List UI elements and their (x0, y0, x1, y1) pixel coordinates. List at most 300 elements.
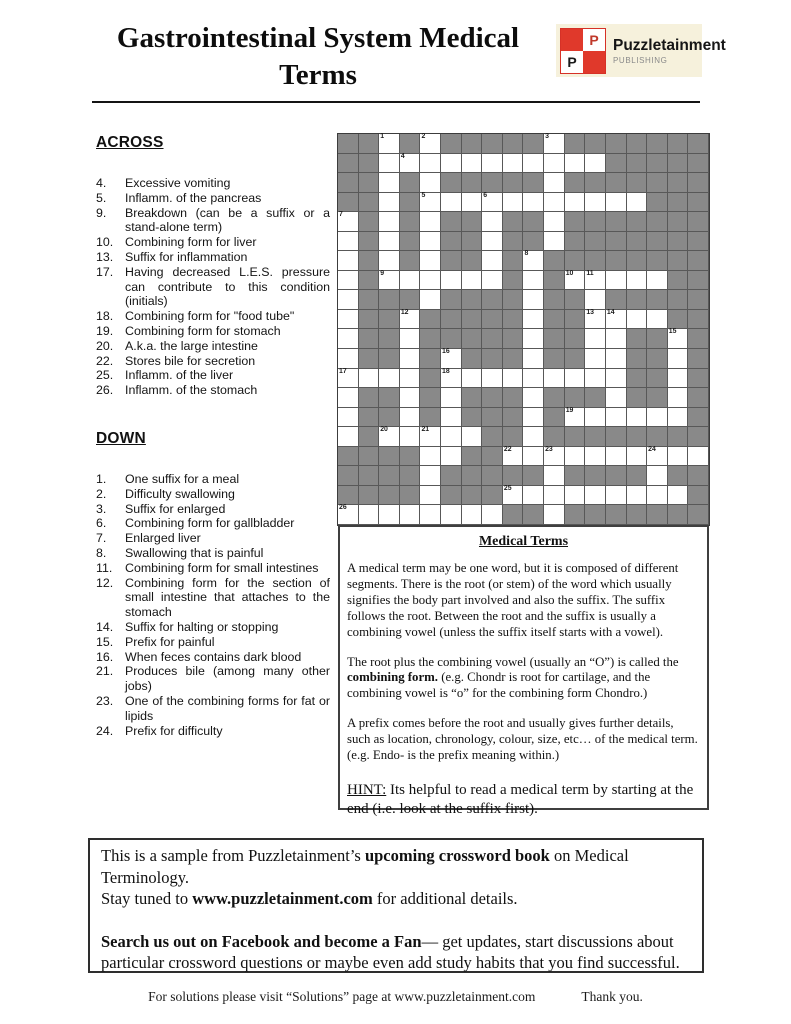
grid-cell[interactable] (462, 271, 483, 291)
text-segment: for additional details. (372, 889, 518, 908)
text-segment: (e.g. Chondr is root for cartilage, and the combining vowel is “o” for the combining form Chondro.) (347, 670, 651, 701)
clue-number: 15. (96, 634, 114, 649)
logo-checker-icon (560, 28, 606, 74)
grid-cell-block (668, 290, 689, 310)
grid-cell[interactable] (606, 349, 627, 369)
grid-cell[interactable] (482, 505, 503, 525)
grid-cell-number: 13 (586, 308, 594, 316)
crossword-grid (337, 133, 710, 526)
grid-cell-block (441, 486, 462, 506)
grid-cell[interactable] (441, 349, 462, 369)
grid-cell[interactable] (420, 290, 441, 310)
grid-cell-block (565, 290, 586, 310)
grid-cell-block (627, 349, 648, 369)
grid-cell[interactable] (627, 271, 648, 291)
grid-cell-block (441, 310, 462, 330)
footer-solutions-note: For solutions please visit “Solutions” page at www.puzzletainment.com (148, 989, 536, 1004)
grid-cell[interactable] (379, 505, 400, 525)
clue-number: 24. (96, 723, 114, 738)
grid-cell[interactable] (523, 427, 544, 447)
grid-cell[interactable] (627, 408, 648, 428)
grid-cell[interactable] (379, 154, 400, 174)
grid-cell[interactable] (606, 408, 627, 428)
grid-cell[interactable] (544, 447, 565, 467)
clue-text: Combining form for "food tube" (125, 309, 295, 324)
grid-cell[interactable] (379, 271, 400, 291)
grid-cell-block (627, 466, 648, 486)
clue-text: Produces bile (among many other jobs) (125, 664, 330, 694)
grid-cell-block (585, 134, 606, 154)
grid-cell[interactable] (565, 369, 586, 389)
grid-cell-block (420, 349, 441, 369)
grid-cell[interactable] (338, 427, 359, 447)
grid-cell-block (503, 310, 524, 330)
grid-cell[interactable] (338, 251, 359, 271)
grid-cell[interactable] (668, 369, 689, 389)
grid-cell[interactable] (523, 408, 544, 428)
grid-cell-block (565, 349, 586, 369)
grid-cell[interactable] (606, 271, 627, 291)
down-clue (96, 531, 330, 546)
clue-text: Combining form for stomach (125, 323, 281, 338)
grid-cell[interactable] (585, 329, 606, 349)
grid-cell[interactable] (544, 212, 565, 232)
grid-cell-block (400, 447, 421, 467)
grid-cell[interactable] (627, 193, 648, 213)
logo-letter-p: P (561, 51, 583, 73)
grid-cell[interactable] (462, 369, 483, 389)
grid-cell[interactable] (523, 329, 544, 349)
grid-cell[interactable] (462, 154, 483, 174)
grid-cell-block (400, 193, 421, 213)
grid-cell[interactable] (523, 251, 544, 271)
grid-cell[interactable] (565, 271, 586, 291)
grid-cell[interactable] (441, 427, 462, 447)
grid-cell[interactable] (420, 427, 441, 447)
grid-cell[interactable] (420, 193, 441, 213)
grid-cell[interactable] (420, 447, 441, 467)
grid-cell[interactable] (441, 369, 462, 389)
grid-cell[interactable] (668, 388, 689, 408)
grid-cell[interactable] (482, 369, 503, 389)
grid-cell-block (359, 193, 380, 213)
grid-cell[interactable] (338, 271, 359, 291)
grid-cell[interactable] (420, 212, 441, 232)
grid-cell-number: 22 (503, 445, 512, 453)
grid-cell[interactable] (441, 408, 462, 428)
logo-square-red (583, 51, 605, 73)
grid-cell[interactable] (585, 290, 606, 310)
grid-cell[interactable] (400, 310, 421, 330)
grid-cell[interactable] (565, 193, 586, 213)
grid-cell[interactable] (523, 271, 544, 291)
grid-cell[interactable] (544, 466, 565, 486)
down-clue (96, 516, 330, 531)
grid-cell[interactable] (420, 505, 441, 525)
grid-cell[interactable] (441, 154, 462, 174)
grid-cell[interactable] (482, 193, 503, 213)
grid-cell[interactable] (565, 408, 586, 428)
clue-number: 1. (96, 472, 107, 486)
grid-cell-block (688, 505, 709, 525)
grid-cell[interactable] (462, 505, 483, 525)
grid-cell-block (462, 466, 483, 486)
grid-cell-block (503, 134, 524, 154)
grid-cell[interactable] (400, 505, 421, 525)
grid-cell-block (688, 134, 709, 154)
grid-cell[interactable] (544, 486, 565, 506)
grid-cell-number: 25 (503, 484, 512, 492)
grid-cell[interactable] (379, 369, 400, 389)
grid-cell-block (606, 154, 627, 174)
clue-number: 20. (96, 338, 114, 353)
grid-cell-block (688, 388, 709, 408)
across-clue (96, 191, 330, 206)
grid-cell[interactable] (462, 427, 483, 447)
grid-cell[interactable] (379, 251, 400, 271)
grid-cell[interactable] (523, 349, 544, 369)
grid-cell[interactable] (523, 290, 544, 310)
title-divider (92, 101, 700, 103)
grid-cell[interactable] (544, 505, 565, 525)
grid-cell[interactable] (544, 232, 565, 252)
grid-cell-block (338, 447, 359, 467)
grid-cell[interactable] (400, 154, 421, 174)
grid-cell[interactable] (400, 329, 421, 349)
grid-cell[interactable] (400, 427, 421, 447)
grid-cell-block (585, 388, 606, 408)
grid-cell-block (482, 349, 503, 369)
grid-cell-number: 18 (442, 367, 450, 375)
grid-cell-block (523, 134, 544, 154)
grid-cell[interactable] (379, 134, 400, 154)
grid-cell[interactable] (606, 486, 627, 506)
grid-cell-block (647, 369, 668, 389)
across-clue (96, 354, 330, 369)
grid-cell[interactable] (338, 290, 359, 310)
grid-cell[interactable] (482, 271, 503, 291)
grid-cell[interactable] (441, 388, 462, 408)
grid-cell-block (647, 193, 668, 213)
grid-cell[interactable] (482, 212, 503, 232)
grid-cell[interactable] (420, 173, 441, 193)
grid-cell-block (503, 173, 524, 193)
down-clue (96, 635, 330, 650)
grid-cell-block (462, 329, 483, 349)
grid-cell[interactable] (379, 212, 400, 232)
grid-cell[interactable] (379, 193, 400, 213)
grid-cell[interactable] (503, 193, 524, 213)
grid-cell[interactable] (338, 505, 359, 525)
grid-cell-block (544, 427, 565, 447)
grid-cell[interactable] (338, 212, 359, 232)
grid-cell[interactable] (338, 232, 359, 252)
grid-cell-block (585, 251, 606, 271)
grid-cell[interactable] (668, 349, 689, 369)
grid-cell-block (503, 290, 524, 310)
grid-cell[interactable] (585, 310, 606, 330)
grid-cell[interactable] (668, 329, 689, 349)
clue-number: 11. (96, 560, 113, 575)
clue-text: When feces contains dark blood (125, 649, 302, 664)
grid-cell[interactable] (400, 349, 421, 369)
grid-cell[interactable] (585, 154, 606, 174)
grid-cell[interactable] (627, 310, 648, 330)
grid-cell[interactable] (379, 173, 400, 193)
grid-cell[interactable] (359, 505, 380, 525)
grid-cell[interactable] (647, 408, 668, 428)
medical-terms-box (338, 525, 709, 818)
grid-cell-block (565, 251, 586, 271)
grid-cell[interactable] (647, 271, 668, 291)
grid-cell-number: 15 (668, 328, 677, 336)
grid-cell-block (482, 290, 503, 310)
grid-cell[interactable] (565, 154, 586, 174)
grid-cell[interactable] (338, 349, 359, 369)
text-segment: The root plus the combining vowel (usually an “O”) is called the (347, 654, 679, 669)
grid-cell[interactable] (544, 134, 565, 154)
grid-cell[interactable] (668, 408, 689, 428)
grid-cell-block (668, 193, 689, 213)
grid-cell[interactable] (338, 408, 359, 428)
grid-cell-block (627, 369, 648, 389)
grid-cell-block (523, 232, 544, 252)
grid-cell-block (523, 466, 544, 486)
grid-cell[interactable] (606, 369, 627, 389)
grid-cell[interactable] (420, 271, 441, 291)
grid-cell-block (462, 408, 483, 428)
grid-cell[interactable] (565, 447, 586, 467)
grid-cell-block (482, 466, 503, 486)
grid-cell-block (359, 486, 380, 506)
grid-cell-block (503, 466, 524, 486)
grid-cell[interactable] (420, 154, 441, 174)
grid-cell-block (462, 134, 483, 154)
grid-cell-block (544, 251, 565, 271)
clue-text: Difficulty swallowing (125, 486, 235, 501)
grid-cell-block (647, 251, 668, 271)
grid-cell[interactable] (585, 271, 606, 291)
grid-cell[interactable] (523, 486, 544, 506)
grid-cell-block (647, 232, 668, 252)
grid-cell[interactable] (503, 447, 524, 467)
grid-cell[interactable] (482, 251, 503, 271)
grid-cell[interactable] (688, 447, 709, 467)
grid-cell-block (400, 251, 421, 271)
clue-number: 16. (96, 649, 114, 664)
grid-cell[interactable] (544, 173, 565, 193)
grid-cell[interactable] (400, 388, 421, 408)
grid-cell-number: 5 (421, 191, 426, 199)
promo-line-1 (101, 845, 691, 888)
grid-cell[interactable] (627, 447, 648, 467)
grid-cell[interactable] (606, 388, 627, 408)
grid-cell[interactable] (441, 193, 462, 213)
grid-cell-block (606, 232, 627, 252)
grid-cell-number: 23 (545, 445, 553, 453)
grid-cell-block (441, 290, 462, 310)
clue-number: 7. (96, 531, 107, 546)
grid-cell-block (668, 466, 689, 486)
grid-cell[interactable] (523, 447, 544, 467)
grid-cell[interactable] (565, 486, 586, 506)
grid-cell[interactable] (441, 505, 462, 525)
logo-text (613, 37, 726, 65)
grid-cell-block (400, 466, 421, 486)
grid-cell[interactable] (668, 447, 689, 467)
grid-cell[interactable] (544, 193, 565, 213)
grid-cell-block (359, 134, 380, 154)
grid-cell[interactable] (523, 369, 544, 389)
grid-cell[interactable] (647, 466, 668, 486)
grid-cell-block (585, 505, 606, 525)
grid-cell[interactable] (400, 369, 421, 389)
grid-cell[interactable] (585, 447, 606, 467)
grid-cell[interactable] (668, 486, 689, 506)
grid-cell-block (565, 466, 586, 486)
grid-cell-block (688, 427, 709, 447)
grid-cell-number: 11 (586, 269, 594, 277)
grid-cell-block (503, 212, 524, 232)
grid-cell[interactable] (359, 369, 380, 389)
grid-cell[interactable] (420, 232, 441, 252)
grid-cell-block (688, 486, 709, 506)
grid-cell[interactable] (420, 134, 441, 154)
clue-number: 8. (96, 545, 107, 560)
grid-cell[interactable] (420, 486, 441, 506)
grid-cell-block (338, 134, 359, 154)
grid-cell-block (688, 349, 709, 369)
grid-cell[interactable] (338, 310, 359, 330)
clue-number: 19. (96, 323, 114, 338)
grid-cell-block (647, 173, 668, 193)
clue-number: 18. (96, 309, 114, 324)
grid-cell[interactable] (647, 486, 668, 506)
down-clue (96, 664, 330, 694)
grid-cell-block (420, 369, 441, 389)
grid-cell-block (606, 466, 627, 486)
grid-cell[interactable] (462, 193, 483, 213)
grid-cell[interactable] (338, 369, 359, 389)
grid-cell-block (482, 486, 503, 506)
grid-cell-block (647, 388, 668, 408)
grid-cell[interactable] (585, 408, 606, 428)
clue-text: Suffix for enlarged (125, 501, 226, 516)
grid-cell[interactable] (400, 271, 421, 291)
grid-cell-number: 21 (421, 426, 430, 434)
grid-cell[interactable] (585, 486, 606, 506)
grid-cell[interactable] (606, 193, 627, 213)
grid-cell[interactable] (606, 447, 627, 467)
grid-cell[interactable] (544, 369, 565, 389)
grid-cell[interactable] (523, 154, 544, 174)
across-clue (96, 309, 330, 324)
grid-cell-block (359, 271, 380, 291)
grid-cell-block (462, 486, 483, 506)
grid-cell[interactable] (585, 349, 606, 369)
grid-cell[interactable] (606, 310, 627, 330)
clue-text: Prefix for difficulty (125, 723, 223, 738)
grid-cell-block (688, 173, 709, 193)
grid-cell[interactable] (503, 369, 524, 389)
across-clue (96, 324, 330, 339)
grid-cell-block (503, 408, 524, 428)
grid-cell-block (627, 212, 648, 232)
grid-cell-block (379, 349, 400, 369)
grid-cell-block (627, 232, 648, 252)
grid-cell-block (441, 329, 462, 349)
grid-cell-block (441, 251, 462, 271)
text-segment: upcoming crossword book (364, 846, 550, 865)
text-segment: Search us out on Facebook and become a Fan (101, 931, 422, 951)
grid-cell[interactable] (441, 447, 462, 467)
grid-cell[interactable] (503, 486, 524, 506)
grid-cell[interactable] (420, 466, 441, 486)
clue-number: 9. (96, 205, 107, 220)
grid-cell-number: 2 (421, 133, 426, 140)
grid-cell-block (359, 212, 380, 232)
grid-cell-block (627, 251, 648, 271)
grid-cell-block (627, 134, 648, 154)
grid-cell[interactable] (441, 271, 462, 291)
grid-cell-block (668, 251, 689, 271)
grid-cell[interactable] (647, 310, 668, 330)
grid-cell[interactable] (523, 310, 544, 330)
clue-number: 25. (96, 368, 114, 383)
clue-text: Inflamm. of the stomach (125, 383, 258, 398)
grid-cell-block (379, 310, 400, 330)
grid-cell-number: 19 (565, 406, 574, 414)
grid-cell[interactable] (338, 388, 359, 408)
grid-cell-number: 6 (483, 191, 488, 199)
grid-cell-block (338, 173, 359, 193)
grid-cell[interactable] (627, 486, 648, 506)
footer-thanks: Thank you. (581, 989, 643, 1004)
grid-cell-block (482, 173, 503, 193)
grid-cell-block (544, 349, 565, 369)
grid-cell[interactable] (482, 232, 503, 252)
grid-cell[interactable] (523, 193, 544, 213)
grid-cell-block (585, 212, 606, 232)
grid-cell[interactable] (379, 232, 400, 252)
grid-cell-block (688, 369, 709, 389)
grid-cell-block (400, 134, 421, 154)
grid-cell[interactable] (400, 408, 421, 428)
grid-cell[interactable] (379, 427, 400, 447)
grid-cell[interactable] (338, 329, 359, 349)
grid-cell[interactable] (647, 447, 668, 467)
grid-cell-block (565, 173, 586, 193)
grid-cell[interactable] (544, 154, 565, 174)
grid-cell-number: 7 (339, 211, 343, 219)
grid-cell[interactable] (585, 193, 606, 213)
grid-cell[interactable] (585, 369, 606, 389)
grid-cell[interactable] (503, 154, 524, 174)
grid-cell-block (482, 310, 503, 330)
text-segment: Stay tuned to (101, 889, 193, 908)
clue-text: Combining form for small intestines (125, 560, 319, 575)
grid-cell[interactable] (482, 154, 503, 174)
grid-cell-block (400, 212, 421, 232)
clue-text: Enlarged liver (125, 531, 201, 546)
grid-cell-block (359, 173, 380, 193)
grid-cell[interactable] (606, 329, 627, 349)
grid-cell[interactable] (420, 251, 441, 271)
clue-text: Combining form for the section of small intestine that attaches to the stomach (125, 575, 330, 620)
grid-cell-block (482, 134, 503, 154)
grid-cell-block (462, 251, 483, 271)
grid-cell[interactable] (523, 388, 544, 408)
